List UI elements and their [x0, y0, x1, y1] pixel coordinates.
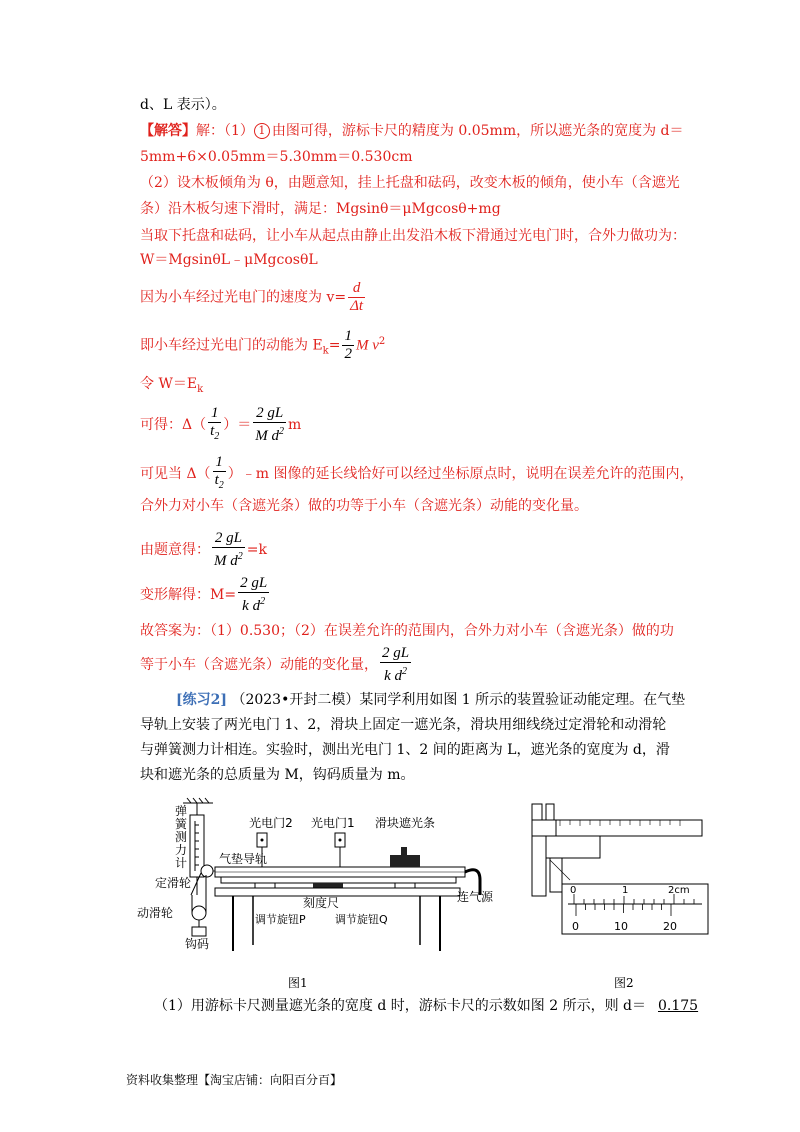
fraction-denominator — [253, 423, 286, 445]
solution-line-given — [140, 530, 267, 570]
solution-text: 可得：Δ（ — [140, 417, 207, 433]
solution-text: m — [288, 417, 302, 433]
solution-line-solve — [140, 575, 271, 615]
label-weight: 钩码 — [185, 937, 210, 951]
fraction — [238, 575, 269, 615]
solution-line-visible — [140, 454, 693, 494]
solution-line-answer-1: 故答案为：（1）0.530；（2）在误差允许的范围内，合外力对小车（含遮光条）做的功 — [140, 623, 674, 639]
fraction-numerator: 1 — [208, 405, 221, 423]
exercise-text: 某同学利用如图 1 所示的装置验证动能定理。在气垫 — [359, 692, 686, 708]
solution-text: 由题意得： — [140, 542, 210, 558]
fraction-numerator: 2 gL — [253, 405, 286, 423]
fraction-numerator: d — [348, 280, 365, 298]
fraction-numerator: 2 gL — [212, 530, 245, 548]
label-air-track: 气垫导轨 — [219, 852, 268, 866]
solution-line-result — [140, 405, 301, 445]
solution-line-energy — [140, 328, 385, 363]
solution-text: 等于小车（含遮光条）动能的变化量， — [140, 657, 378, 673]
solution-line-let — [140, 374, 203, 400]
answer-value: 0.175 — [658, 998, 699, 1014]
fraction-denominator: Δt — [350, 298, 364, 314]
solution-line-2: 5mm+6×0.05mm＝5.30mm＝0.530cm — [140, 149, 413, 165]
solution-text: = — [328, 337, 341, 354]
subscript: k — [197, 383, 204, 395]
exercise-text: 块和遮光条的总质量为 M，钩码质量为 m。 — [140, 767, 415, 783]
label-knob-q: 调节旋钮Q — [335, 913, 388, 926]
fraction-numerator: 2 gL — [382, 645, 410, 661]
knob-q — [395, 883, 415, 888]
solution-text: =k — [246, 542, 267, 558]
solution-line-answer-2 — [140, 645, 413, 685]
solution-text: 解：（1） — [196, 123, 254, 139]
fraction-numerator: 1 — [344, 328, 352, 344]
exercise-source: （2023•开封二模） — [231, 692, 360, 708]
label-gate1: 光电门1 — [311, 816, 355, 830]
math-text: t — [214, 472, 219, 488]
fraction — [213, 454, 226, 494]
vernier-tick-20: 20 — [663, 920, 677, 933]
fraction-denominator — [212, 548, 245, 570]
figure-2-caliper — [510, 800, 710, 940]
solution-line-6: W＝MgsinθL﹣μMgcosθL — [140, 252, 318, 268]
moving-pulley — [192, 906, 206, 920]
superscript: 2 — [237, 551, 243, 562]
fraction — [253, 405, 286, 445]
label-gate2: 光电门2 — [249, 816, 293, 830]
slider-block — [390, 855, 420, 867]
superscript: 2 — [402, 666, 407, 677]
question-line — [154, 996, 702, 1016]
solution-line-conclusion: 合外力对小车（含遮光条）做的功等于小车（含遮光条）动能的变化量。 — [140, 498, 588, 514]
exercise-text: 导轨上安装了两光电门 1、2，滑块上固定一遮光条，滑块用细线绕过定滑轮和动滑轮 — [140, 717, 667, 733]
superscript: 2 — [279, 426, 285, 437]
math-text: t — [210, 423, 215, 439]
main-tick-0: 0 — [570, 885, 577, 896]
question-text: （1）用游标卡尺测量遮光条的宽度 d 时，游标卡尺的示数如图 2 所示，则 d＝ — [154, 998, 646, 1014]
fraction — [342, 328, 354, 363]
math-text: M v — [355, 337, 379, 354]
top-line: d、L 表示）。 — [140, 97, 226, 113]
fraction-numerator: 1 — [213, 454, 226, 472]
superscript: 2 — [260, 596, 266, 607]
figure-1-apparatus — [135, 795, 510, 955]
fraction — [380, 645, 411, 685]
solution-line-3: （2）设木板倾角为 θ，由题意知，挂上托盘和砝码，改变木板的倾角，使小车（含遮光 — [140, 175, 680, 191]
fraction-numerator: 2 gL — [240, 575, 268, 591]
vernier-tick-0: 0 — [572, 920, 579, 933]
scale-ruler — [313, 883, 343, 888]
fraction — [348, 280, 365, 315]
exercise-tag: [练习2] — [176, 692, 227, 708]
solution-line-velocity — [140, 280, 367, 315]
solution-text: ）﹣m 图像的延长线恰好可以经过坐标原点时，说明在误差允许的范围内， — [227, 466, 694, 482]
label-spring-scale: 弹簧测力计 — [175, 804, 188, 870]
weight — [192, 927, 206, 936]
fraction-denominator: 2 — [344, 346, 352, 362]
solution-text: 因为小车经过光电门的速度为 v= — [140, 289, 347, 306]
table-top — [215, 888, 460, 896]
solution-text: 即小车经过光电门的动能为 E — [140, 337, 323, 354]
fraction — [208, 405, 221, 445]
subscript: k — [322, 345, 329, 357]
solution-text: 令 W＝E — [140, 376, 198, 392]
main-unit: 2cm — [668, 885, 690, 896]
superscript: 2 — [378, 335, 386, 347]
subscript: 2 — [218, 480, 224, 491]
figure-1-caption: 图1 — [288, 976, 308, 990]
exercise-paragraph — [140, 688, 685, 788]
label-slider: 滑块遮光条 — [375, 816, 436, 830]
math-text: k d — [242, 598, 261, 614]
main-tick-1: 1 — [622, 885, 629, 896]
circled-number: 1 — [254, 123, 270, 139]
exercise-text: 与弹簧测力计相连。实验时，测出光电门 1、2 间的距离为 L，遮光条的宽度为 d，滑 — [140, 742, 670, 758]
solution-text: 变形解得：M= — [140, 587, 237, 603]
fraction — [212, 530, 245, 570]
subscript: 2 — [214, 431, 220, 442]
fixed-pulley — [201, 865, 213, 877]
solution-line-1 — [140, 121, 684, 141]
label-moving-pulley: 动滑轮 — [137, 906, 174, 920]
label-air-source: 连气源 — [457, 890, 494, 904]
fraction-denominator — [208, 423, 221, 445]
solution-text: 可见当 Δ（ — [140, 466, 211, 482]
solution-label: 【解答】 — [140, 123, 196, 139]
label-fixed-pulley: 定滑轮 — [155, 876, 192, 890]
label-knob-p: 调节旋钮P — [255, 913, 306, 926]
math-text: M d — [255, 428, 280, 444]
ceiling — [183, 798, 213, 803]
solution-line-4: 条）沿木板匀速下滑时，满足：Mgsinθ＝μMgcosθ+mg — [140, 201, 501, 217]
solution-text: 由图可得，游标卡尺的精度为 0.05mm，所以遮光条的宽度为 d＝ — [271, 123, 684, 139]
math-text: k d — [384, 668, 402, 684]
fraction-denominator — [380, 663, 411, 685]
knob-p — [255, 883, 275, 888]
fraction-denominator — [213, 472, 226, 494]
footer: 资料收集整理【淘宝店铺：向阳百分百】 — [126, 1073, 343, 1087]
caliper — [532, 804, 702, 896]
fraction-denominator — [238, 593, 269, 615]
math-text: M d — [214, 553, 238, 569]
label-scale: 刻度尺 — [303, 896, 340, 910]
vernier-tick-10: 10 — [614, 920, 628, 933]
solution-line-5: 当取下托盘和砝码，让小车从起点由静止出发沿木板下滑通过光电门时，合外力做功为： — [140, 228, 686, 244]
figure-2-caption: 图2 — [614, 976, 634, 990]
solution-text: ）＝ — [223, 417, 252, 433]
